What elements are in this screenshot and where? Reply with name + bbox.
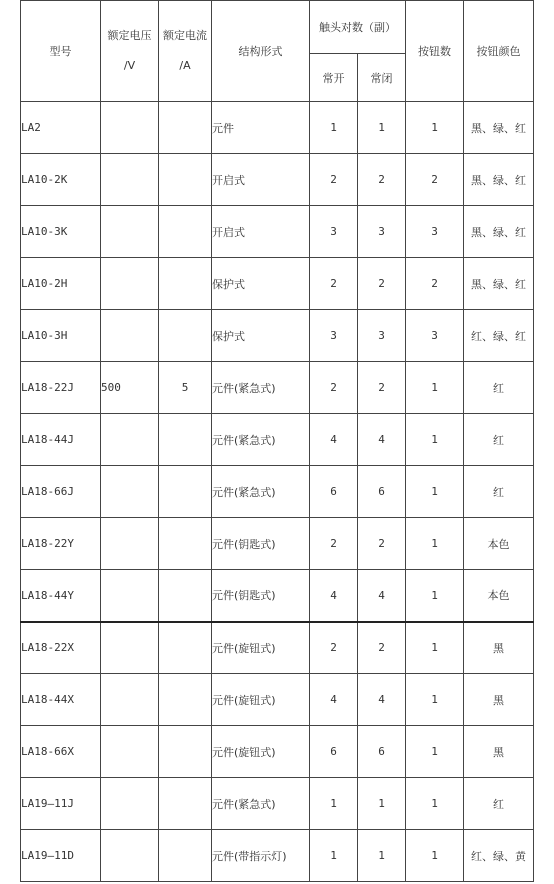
cell-voltage — [101, 674, 159, 726]
cell-button-color: 红 — [464, 414, 534, 466]
cell-voltage — [101, 102, 159, 154]
button-spec-table — [20, 0, 534, 882]
cell-model: LA18-44X — [21, 674, 101, 726]
table-row — [21, 830, 534, 882]
header-button-color: 按钮颜色 — [464, 1, 534, 102]
cell-current — [159, 518, 212, 570]
cell-contacts-nc: 2 — [358, 154, 406, 206]
cell-contacts-nc: 3 — [358, 310, 406, 362]
cell-button-count: 1 — [406, 778, 464, 830]
header-voltage-label: 额定电压 — [107, 29, 152, 42]
cell-structure: 开启式 — [212, 206, 310, 258]
cell-model: LA18-22Y — [21, 518, 101, 570]
cell-structure: 保护式 — [212, 258, 310, 310]
cell-voltage: 500 — [101, 362, 159, 414]
cell-button-color: 黑 — [464, 674, 534, 726]
cell-contacts-no: 1 — [310, 778, 358, 830]
cell-structure: 元件(带指示灯) — [212, 830, 310, 882]
cell-contacts-nc: 1 — [358, 102, 406, 154]
cell-structure: 元件(紧急式) — [212, 778, 310, 830]
table-row — [21, 778, 534, 830]
cell-contacts-nc: 4 — [358, 570, 406, 622]
cell-voltage — [101, 570, 159, 622]
cell-model: LA10-2H — [21, 258, 101, 310]
cell-contacts-nc: 2 — [358, 362, 406, 414]
cell-structure: 元件 — [212, 102, 310, 154]
cell-structure: 元件(钥匙式) — [212, 518, 310, 570]
table-row — [21, 258, 534, 310]
cell-contacts-nc: 3 — [358, 206, 406, 258]
cell-button-color: 本色 — [464, 518, 534, 570]
header-button-count: 按钮数 — [406, 1, 464, 102]
cell-button-color: 黑、绿、红 — [464, 154, 534, 206]
table-row — [21, 102, 534, 154]
cell-model: LA18-22X — [21, 622, 101, 674]
cell-voltage — [101, 206, 159, 258]
cell-current — [159, 674, 212, 726]
cell-button-color: 黑 — [464, 622, 534, 674]
cell-model: LA10-3K — [21, 206, 101, 258]
cell-current — [159, 830, 212, 882]
cell-structure: 元件(紧急式) — [212, 414, 310, 466]
cell-model: LA19—11J — [21, 778, 101, 830]
table-row — [21, 362, 534, 414]
cell-contacts-no: 4 — [310, 414, 358, 466]
cell-voltage — [101, 778, 159, 830]
cell-button-count: 1 — [406, 570, 464, 622]
table-body — [21, 102, 534, 882]
cell-structure: 开启式 — [212, 154, 310, 206]
table-row — [21, 466, 534, 518]
cell-button-count: 1 — [406, 102, 464, 154]
cell-contacts-nc: 2 — [358, 518, 406, 570]
cell-contacts-no: 3 — [310, 310, 358, 362]
cell-button-count: 3 — [406, 310, 464, 362]
cell-structure: 元件(紧急式) — [212, 466, 310, 518]
cell-current — [159, 726, 212, 778]
cell-structure: 元件(旋钮式) — [212, 726, 310, 778]
cell-structure: 元件(紧急式) — [212, 362, 310, 414]
cell-voltage — [101, 154, 159, 206]
cell-current — [159, 778, 212, 830]
cell-model: LA18-44Y — [21, 570, 101, 622]
cell-contacts-no: 2 — [310, 622, 358, 674]
cell-contacts-no: 1 — [310, 102, 358, 154]
cell-voltage — [101, 726, 159, 778]
cell-contacts-no: 2 — [310, 154, 358, 206]
cell-current — [159, 206, 212, 258]
cell-contacts-no: 6 — [310, 726, 358, 778]
cell-button-color: 红、绿、红 — [464, 310, 534, 362]
cell-voltage — [101, 414, 159, 466]
table-row — [21, 726, 534, 778]
cell-current — [159, 466, 212, 518]
cell-voltage — [101, 518, 159, 570]
table-row — [21, 310, 534, 362]
cell-structure: 元件(旋钮式) — [212, 622, 310, 674]
cell-structure: 保护式 — [212, 310, 310, 362]
cell-button-color: 红 — [464, 778, 534, 830]
cell-button-count: 1 — [406, 622, 464, 674]
table-row — [21, 518, 534, 570]
cell-contacts-nc: 4 — [358, 414, 406, 466]
cell-button-color: 红、绿、黄 — [464, 830, 534, 882]
cell-contacts-nc: 6 — [358, 466, 406, 518]
header-contacts-nc: 常闭 — [358, 54, 406, 102]
cell-button-color: 黑、绿、红 — [464, 258, 534, 310]
cell-voltage — [101, 466, 159, 518]
cell-model: LA18-66J — [21, 466, 101, 518]
header-voltage — [101, 1, 159, 102]
cell-contacts-no: 1 — [310, 830, 358, 882]
cell-contacts-no: 2 — [310, 258, 358, 310]
cell-voltage — [101, 622, 159, 674]
header-current-unit: /A — [179, 59, 191, 72]
cell-button-color: 本色 — [464, 570, 534, 622]
cell-button-count: 1 — [406, 362, 464, 414]
cell-current — [159, 102, 212, 154]
cell-contacts-no: 6 — [310, 466, 358, 518]
cell-model: LA18-22J — [21, 362, 101, 414]
cell-button-count: 1 — [406, 414, 464, 466]
cell-structure: 元件(旋钮式) — [212, 674, 310, 726]
header-current-label: 额定电流 — [163, 29, 207, 42]
cell-contacts-nc: 2 — [358, 258, 406, 310]
cell-current — [159, 258, 212, 310]
cell-button-count: 3 — [406, 206, 464, 258]
header-structure: 结构形式 — [212, 1, 310, 102]
table-row — [21, 414, 534, 466]
cell-model: LA10-3H — [21, 310, 101, 362]
cell-model: LA18-44J — [21, 414, 101, 466]
header-voltage-unit: /V — [123, 59, 136, 72]
cell-button-color: 红 — [464, 466, 534, 518]
cell-button-color: 黑、绿、红 — [464, 102, 534, 154]
table-header — [21, 1, 534, 102]
cell-button-count: 1 — [406, 518, 464, 570]
header-model: 型号 — [21, 1, 101, 102]
cell-contacts-nc: 1 — [358, 830, 406, 882]
cell-button-color: 黑 — [464, 726, 534, 778]
cell-button-count: 2 — [406, 154, 464, 206]
cell-contacts-nc: 6 — [358, 726, 406, 778]
cell-contacts-no: 2 — [310, 518, 358, 570]
cell-model: LA10-2K — [21, 154, 101, 206]
cell-button-count: 1 — [406, 674, 464, 726]
cell-contacts-no: 4 — [310, 570, 358, 622]
cell-voltage — [101, 830, 159, 882]
header-contacts-no: 常开 — [310, 54, 358, 102]
header-current — [159, 1, 212, 102]
table-row — [21, 206, 534, 258]
cell-model: LA19—11D — [21, 830, 101, 882]
cell-contacts-nc: 4 — [358, 674, 406, 726]
cell-voltage — [101, 258, 159, 310]
cell-structure: 元件(钥匙式) — [212, 570, 310, 622]
cell-current: 5 — [159, 362, 212, 414]
cell-button-color: 红 — [464, 362, 534, 414]
header-contacts: 触头对数（副） — [310, 1, 406, 54]
cell-button-count: 1 — [406, 466, 464, 518]
cell-contacts-no: 4 — [310, 674, 358, 726]
cell-button-color: 黑、绿、红 — [464, 206, 534, 258]
cell-current — [159, 570, 212, 622]
cell-contacts-nc: 1 — [358, 778, 406, 830]
cell-current — [159, 622, 212, 674]
table-row — [21, 570, 534, 622]
cell-current — [159, 414, 212, 466]
cell-button-count: 1 — [406, 830, 464, 882]
cell-button-count: 2 — [406, 258, 464, 310]
cell-contacts-no: 2 — [310, 362, 358, 414]
cell-voltage — [101, 310, 159, 362]
cell-button-count: 1 — [406, 726, 464, 778]
cell-contacts-no: 3 — [310, 206, 358, 258]
table-row — [21, 154, 534, 206]
cell-contacts-nc: 2 — [358, 622, 406, 674]
table-row — [21, 622, 534, 674]
cell-model: LA2 — [21, 102, 101, 154]
cell-current — [159, 310, 212, 362]
cell-current — [159, 154, 212, 206]
cell-model: LA18-66X — [21, 726, 101, 778]
table-row — [21, 674, 534, 726]
